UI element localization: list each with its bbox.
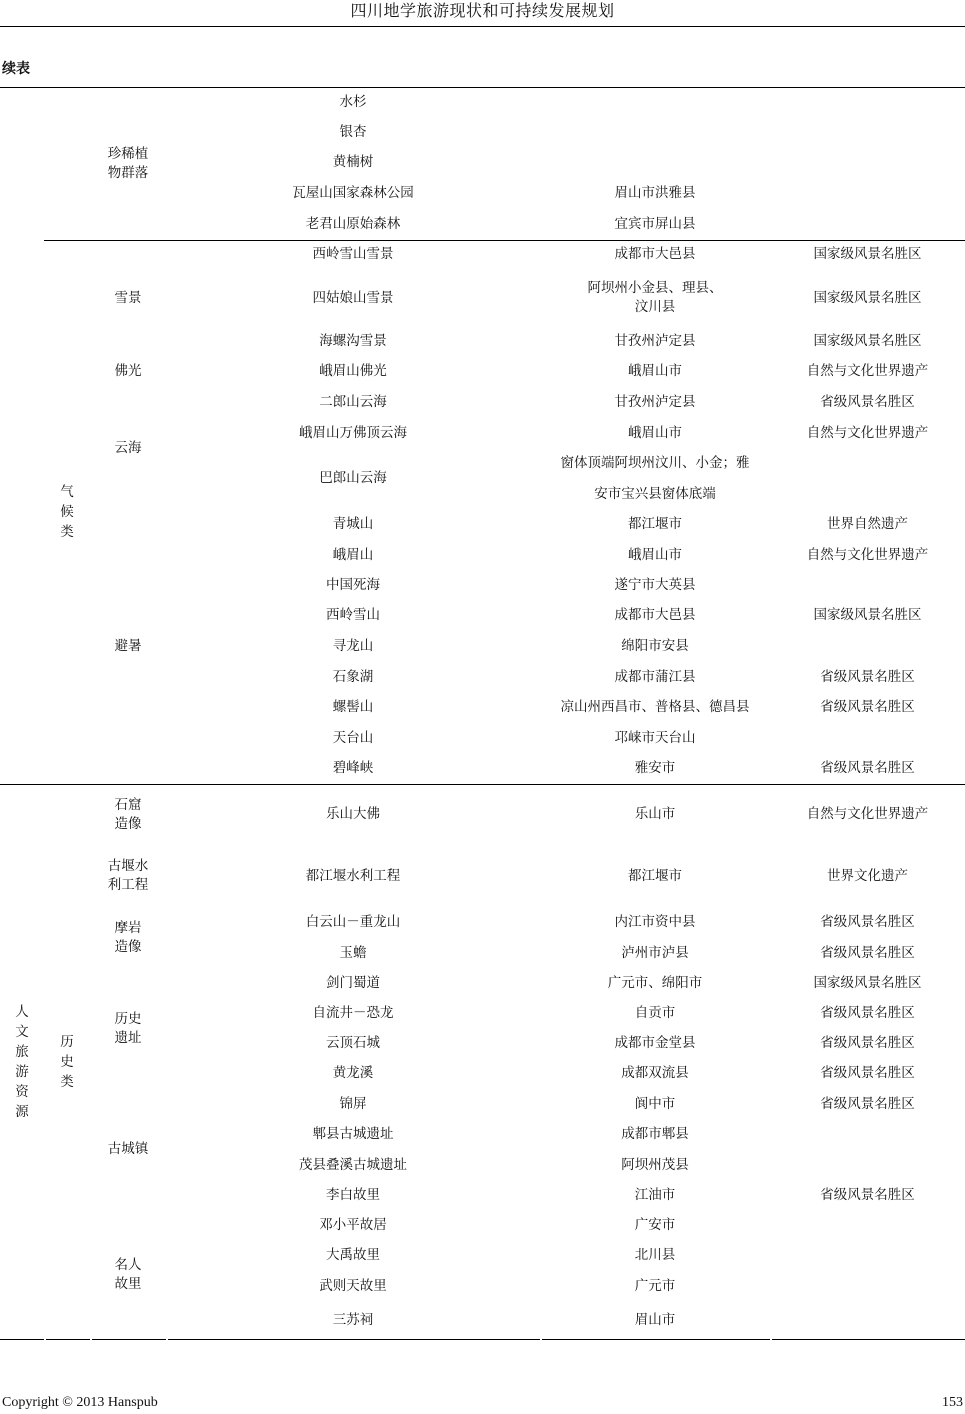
location-cell: 甘孜州泸定县 (614, 333, 696, 349)
resource-name-cell: 武则天故里 (319, 1277, 387, 1294)
grade-cell: 自然与文化世界遗产 (806, 546, 929, 563)
resource-name-cell: 三苏祠 (332, 1312, 374, 1328)
location-cell: 峨眉山市 (628, 546, 682, 563)
location-cell: 眉山市 (634, 1312, 676, 1328)
category-cell: 雪景 (114, 289, 142, 306)
location-cell: 都江堰市 (628, 516, 682, 532)
grade-cell: 省级风景名胜区 (820, 944, 915, 961)
resource-name-cell: 海螺沟雪景 (319, 333, 387, 349)
resource-name-cell: 峨眉山 (332, 546, 374, 563)
resource-name-cell: 乐山大佛 (326, 806, 380, 822)
category-cell: 佛光 (114, 363, 142, 379)
location-cell: 自贡市 (634, 1004, 676, 1021)
grade-cell: 省级风景名胜区 (820, 1186, 915, 1203)
location-cell: 内江市资中县 (614, 914, 696, 930)
grade-cell: 自然与文化世界遗产 (806, 806, 929, 822)
resource-name-cell: 自流井－恐龙 (312, 1004, 394, 1021)
page-number: 153 (942, 1395, 963, 1410)
resource-name-cell: 云顶石城 (326, 1034, 380, 1051)
resource-name-cell: 剑门蜀道 (326, 974, 380, 991)
grade-cell: 省级风景名胜区 (820, 699, 915, 715)
location-cell: 遂宁市大英县 (614, 576, 696, 593)
resource-name-cell: 青城山 (332, 516, 374, 532)
location-cell: 凉山州西昌市、普格县、德昌县 (560, 699, 750, 715)
location-cell: 成都市大邑县 (614, 246, 696, 262)
resource-name-cell: 银杏 (339, 123, 367, 140)
resource-name-cell: 邓小平故居 (319, 1216, 387, 1233)
table-bottom-rule (46, 1339, 90, 1340)
resource-name-cell: 黄楠树 (332, 154, 374, 170)
table-bottom-rule (0, 1339, 44, 1340)
resource-name-cell: 中国死海 (326, 576, 380, 593)
grade-cell: 省级风景名胜区 (820, 1065, 915, 1081)
location-cell: 北川县 (634, 1247, 676, 1263)
grade-cell: 国家级风景名胜区 (813, 607, 922, 623)
resource-name-cell: 茂县叠溪古城遗址 (299, 1156, 407, 1173)
location-cell: 阆中市 (634, 1095, 676, 1112)
location-cell: 峨眉山市 (628, 363, 682, 379)
copyright-footer: Copyright © 2013 Hanspub (2, 1395, 158, 1410)
resource-name-cell: 天台山 (332, 729, 374, 746)
category-cell: 云海 (114, 439, 142, 456)
category-cell: 名人 故里 (114, 1257, 142, 1292)
grade-cell: 省级风景名胜区 (820, 668, 915, 685)
grade-cell: 省级风景名胜区 (820, 1004, 915, 1021)
table-caption: 续表 (2, 61, 30, 77)
location-cell: 成都市郫县 (621, 1126, 689, 1142)
location-cell: 成都市金堂县 (614, 1034, 696, 1051)
grade-cell: 省级风景名胜区 (820, 1034, 915, 1051)
location-cell: 安市宝兴县窗体底端 (594, 485, 716, 502)
resource-name-cell: 大禹故里 (326, 1247, 380, 1263)
location-cell: 江油市 (634, 1186, 676, 1203)
location-cell: 成都市大邑县 (614, 607, 696, 623)
resource-name-cell: 巴郎山云海 (319, 470, 387, 486)
resource-name-cell: 老君山原始森林 (305, 215, 401, 232)
resource-name-cell: 李白故里 (326, 1186, 380, 1203)
table-top-rule (0, 87, 965, 88)
location-cell: 邛崃市天台山 (614, 729, 696, 746)
category-cell: 历 史 类 (60, 1034, 74, 1090)
category-cell: 古堰水 利工程 (107, 858, 149, 893)
category-cell: 古城镇 (107, 1141, 149, 1157)
category-cell: 历史 遗址 (114, 1010, 142, 1046)
location-cell: 绵阳市安县 (621, 638, 689, 654)
location-cell: 成都市蒲江县 (614, 668, 696, 685)
location-cell: 峨眉山市 (628, 424, 682, 441)
location-cell: 广元市 (634, 1277, 676, 1294)
resource-name-cell: 西岭雪山雪景 (312, 246, 394, 262)
grade-cell: 国家级风景名胜区 (813, 289, 922, 306)
resource-name-cell: 白云山－重龙山 (305, 914, 401, 930)
table-bottom-rule (772, 1339, 965, 1340)
grade-cell: 省级风景名胜区 (820, 394, 915, 410)
resource-name-cell: 四姑娘山雪景 (312, 289, 394, 306)
table-bottom-rule (542, 1339, 770, 1340)
location-cell: 雅安市 (634, 760, 676, 776)
location-cell: 都江堰市 (628, 867, 682, 884)
grade-cell: 省级风景名胜区 (820, 914, 915, 930)
grade-cell: 省级风景名胜区 (820, 1095, 915, 1112)
resource-name-cell: 郫县古城遗址 (312, 1126, 394, 1142)
grade-cell: 国家级风景名胜区 (813, 333, 922, 349)
location-cell: 乐山市 (634, 806, 676, 822)
group-rule-cultural (0, 784, 965, 785)
grade-cell: 自然与文化世界遗产 (806, 424, 929, 441)
category-cell: 人 文 旅 游 资 源 (15, 1004, 29, 1120)
location-cell: 广元市、绵阳市 (607, 974, 703, 991)
category-cell: 气 候 类 (60, 484, 74, 540)
resource-name-cell: 二郎山云海 (319, 394, 387, 410)
grade-cell: 国家级风景名胜区 (813, 246, 922, 262)
grade-cell: 世界文化遗产 (827, 867, 908, 884)
resource-name-cell: 峨眉山万佛顶云海 (299, 424, 407, 441)
resource-name-cell: 峨眉山佛光 (319, 363, 387, 379)
resource-name-cell: 石象湖 (332, 668, 374, 685)
location-cell: 成都双流县 (621, 1065, 689, 1081)
category-cell: 摩岩 造像 (114, 919, 142, 955)
grade-cell: 国家级风景名胜区 (813, 974, 922, 991)
location-cell: 泸州市泸县 (621, 944, 689, 961)
location-cell: 阿坝州小金县、理县、 汶川县 (587, 280, 723, 315)
location-cell: 广安市 (634, 1216, 676, 1233)
category-cell: 珍稀植 物群落 (107, 146, 149, 181)
resource-name-cell: 瓦屋山国家森林公园 (292, 184, 414, 201)
location-cell: 阿坝州茂县 (621, 1156, 689, 1173)
resource-name-cell: 螺髻山 (332, 699, 374, 715)
resource-name-cell: 黄龙溪 (332, 1065, 374, 1081)
category-cell: 石窟 造像 (114, 796, 142, 832)
resource-name-cell: 玉蟾 (339, 944, 367, 961)
grade-cell: 世界自然遗产 (827, 516, 908, 532)
grade-cell: 省级风景名胜区 (820, 760, 915, 776)
resource-name-cell: 寻龙山 (332, 638, 374, 654)
resource-name-cell: 西岭雪山 (326, 607, 380, 623)
table-bottom-rule (168, 1339, 540, 1340)
resource-name-cell: 都江堰水利工程 (305, 867, 401, 884)
running-header: 四川地学旅游现状和可持续发展规划 (350, 1, 615, 20)
location-cell: 眉山市洪雅县 (614, 184, 696, 201)
table-bottom-rule (92, 1339, 166, 1340)
category-cell: 避暑 (114, 638, 142, 654)
resource-name-cell: 碧峰峡 (332, 760, 374, 776)
grade-cell: 自然与文化世界遗产 (806, 363, 929, 379)
group-rule-climate (44, 240, 965, 241)
location-cell: 窗体顶端阿坝州汶川、小金；雅 (560, 455, 750, 471)
location-cell: 宜宾市屏山县 (614, 215, 696, 232)
resource-name-cell: 水杉 (339, 94, 367, 110)
location-cell: 甘孜州泸定县 (614, 394, 696, 410)
resource-name-cell: 锦屏 (339, 1095, 367, 1112)
